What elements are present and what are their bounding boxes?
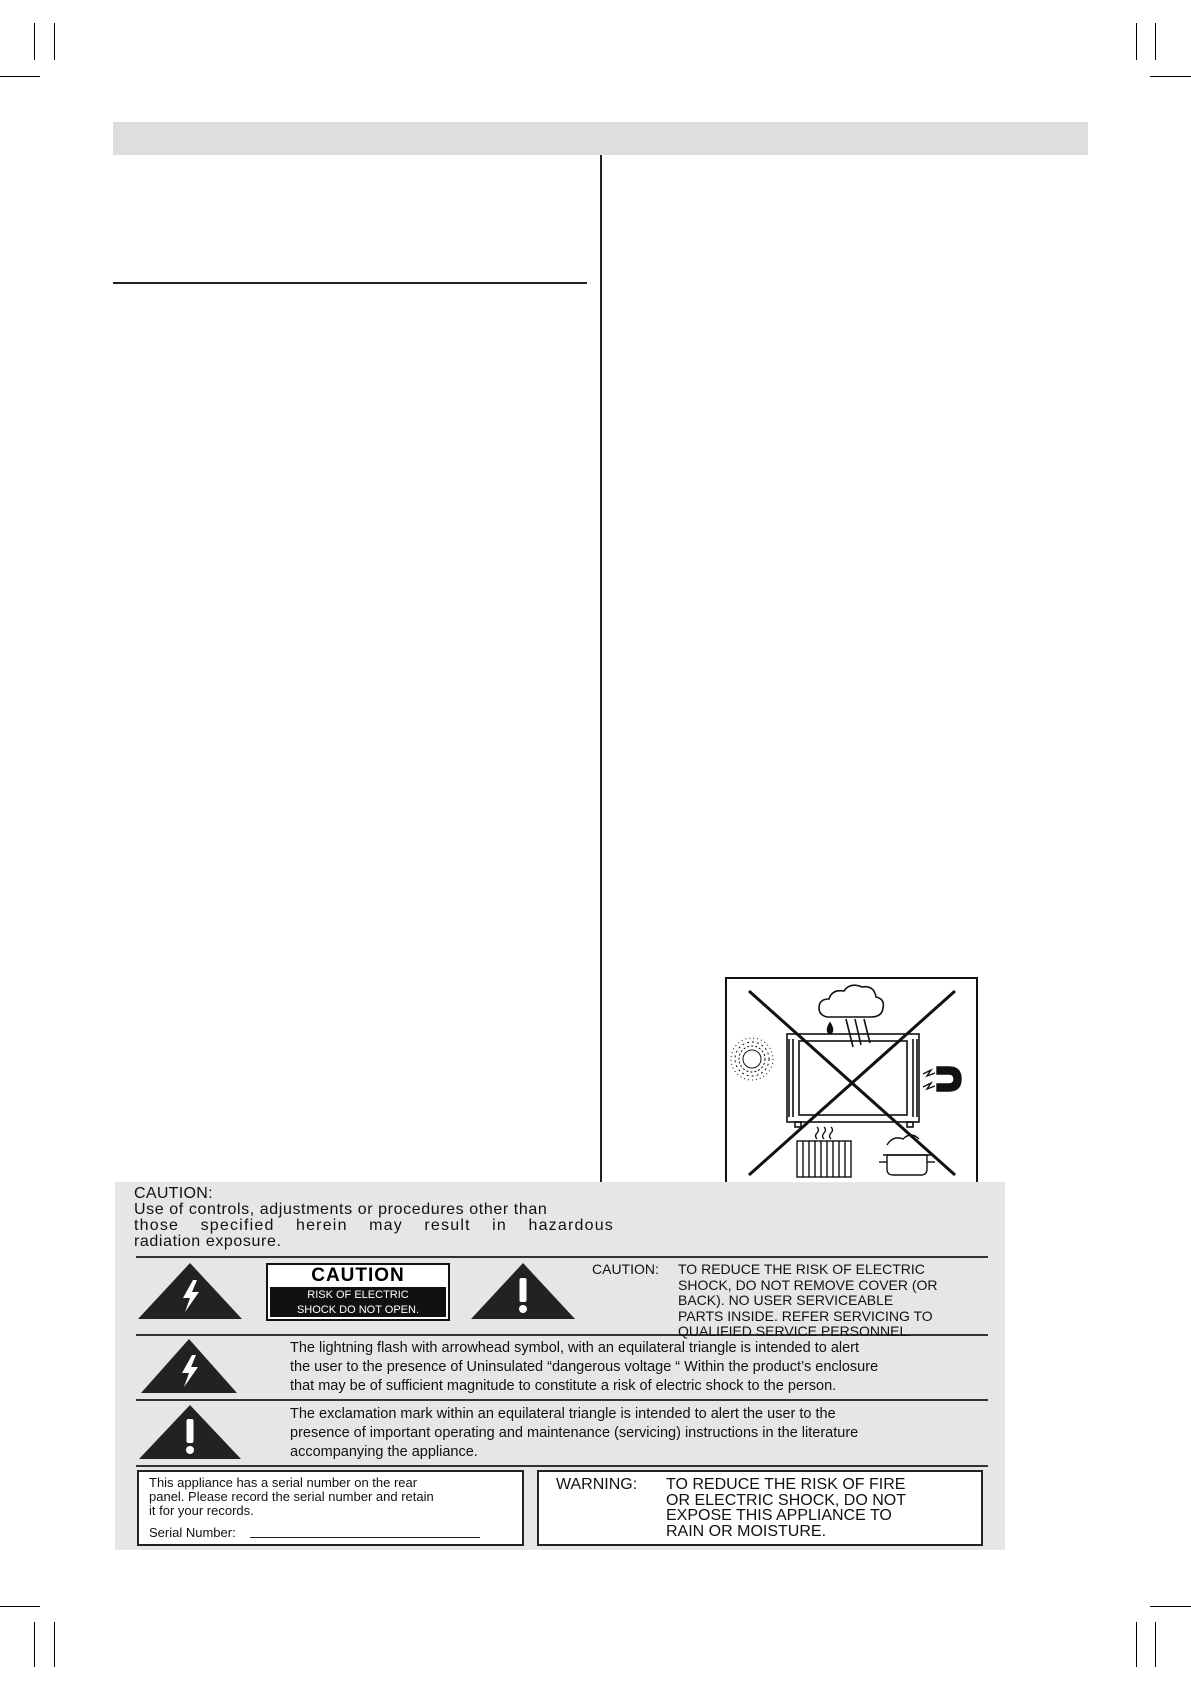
- sun-icon: [731, 1038, 773, 1080]
- exclamation-triangle-icon: [470, 1262, 576, 1320]
- column-divider: [600, 155, 602, 1185]
- exclamation-explanation-line: accompanying the appliance.: [290, 1444, 478, 1460]
- electric-caution-line: SHOCK, DO NOT REMOVE COVER (OR: [678, 1276, 938, 1293]
- label-rule: [136, 1399, 988, 1401]
- caution-box-line: SHOCK DO NOT OPEN.: [296, 1304, 420, 1316]
- radiation-caution: [134, 1186, 614, 1250]
- caution-shock-box: [266, 1263, 450, 1321]
- radiation-caution-line: Use of controls, adjustments or procedures other than: [134, 1201, 548, 1218]
- warning-label: WARNING:: [556, 1476, 638, 1493]
- rain-cloud-icon: [819, 985, 883, 1047]
- lightning-explanation: [290, 1339, 988, 1396]
- radiation-caution-title: CAUTION:: [134, 1185, 213, 1202]
- electric-caution-line: TO REDUCE THE RISK OF ELECTRIC: [678, 1261, 925, 1277]
- lightning-explanation-line: The lightning flash with arrowhead symbol, with an equilateral triangle is intended to alert: [290, 1340, 860, 1356]
- section-rule: [113, 282, 587, 284]
- magnet-icon: [923, 1067, 961, 1091]
- serial-number-field: [250, 1537, 480, 1538]
- lightning-explanation-line: the user to the presence of Uninsulated “dangerous voltage “ Within the product’s enclosure: [290, 1359, 879, 1375]
- warning-line: TO REDUCE THE RISK OF FIRE: [666, 1476, 906, 1493]
- lightning-triangle-icon: [137, 1262, 243, 1320]
- serial-number-box: [137, 1470, 524, 1546]
- radiation-caution-line: radiation exposure.: [134, 1233, 282, 1250]
- lightning-explanation-line: that may be of sufficient magnitude to constitute a risk of electric shock to the person.: [290, 1378, 837, 1394]
- serial-text-line: This appliance has a serial number on the rear: [149, 1475, 418, 1490]
- placement-warning-diagram: [725, 977, 978, 1185]
- caution-box-line: RISK OF ELECTRIC: [307, 1289, 409, 1301]
- serial-number-label: Serial Number:: [149, 1525, 236, 1540]
- electric-caution-label: CAUTION:: [592, 1261, 659, 1277]
- serial-text-line: panel. Please record the serial number and retain: [149, 1489, 434, 1504]
- header-bar: [113, 122, 1088, 155]
- exclamation-triangle-icon: [138, 1404, 242, 1460]
- warning-line: OR ELECTRIC SHOCK, DO NOT: [666, 1491, 907, 1509]
- cooking-pot-icon: [879, 1135, 935, 1175]
- radiation-caution-line: those specified herein may result in hazardous: [134, 1217, 614, 1234]
- caution-box-heading: CAUTION: [311, 1265, 405, 1286]
- radiator-icon: [797, 1127, 851, 1177]
- warning-line: EXPOSE THIS APPLIANCE TO: [666, 1507, 892, 1524]
- exclamation-explanation: [290, 1405, 988, 1462]
- label-rule: [136, 1256, 988, 1258]
- lightning-triangle-icon: [140, 1338, 238, 1394]
- warning-line: RAIN OR MOISTURE.: [666, 1522, 827, 1540]
- electric-caution-line: BACK). NO USER SERVICEABLE: [678, 1292, 894, 1308]
- exclamation-explanation-line: presence of important operating and maintenance (servicing) instructions in the literature: [290, 1425, 859, 1441]
- fire-shock-warning-box: [537, 1470, 983, 1546]
- serial-text-line: it for your records.: [149, 1503, 254, 1518]
- electric-caution-line: PARTS INSIDE. REFER SERVICING TO: [678, 1307, 933, 1324]
- label-rule: [136, 1465, 988, 1467]
- exclamation-explanation-line: The exclamation mark within an equilateral triangle is intended to alert the user to the: [290, 1406, 836, 1422]
- prohibited-x-mark: [749, 991, 955, 1175]
- electric-caution-line: QUALIFIED SERVICE PERSONNEL.: [678, 1323, 912, 1339]
